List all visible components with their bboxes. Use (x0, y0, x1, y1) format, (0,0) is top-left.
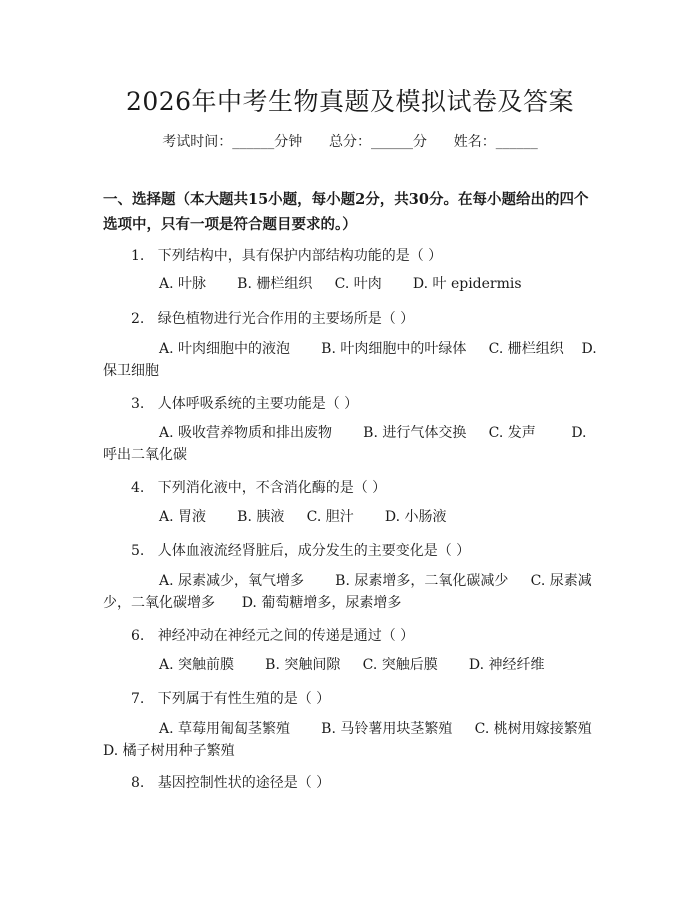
page-title: 2026年中考生物真题及模拟试卷及答案 (125, 87, 575, 116)
question-2-options: A. 叶肉细胞中的液泡 B. 叶肉细胞中的叶绿体 C. 栅栏组织 D. 保卫细胞 (103, 341, 602, 379)
question-3-options: A. 吸收营养物质和排出废物 B. 进行气体交换 C. 发声 D. 呼出二氧化碳 (103, 425, 591, 463)
exam-info-line: 考试时间：______分钟 总分：______分 姓名：______ (162, 134, 538, 150)
section-heading: 一、选择题（本大题共15小题，每小题2分，共30分。在每小题给出的四个选项中，只有一项是符合题目要求的。） (103, 191, 589, 233)
question-4-options: A. 胃液 B. 胰液 C. 胆汁 D. 小肠液 (159, 509, 447, 525)
question-7-options: A. 草莓用匍匐茎繁殖 B. 马铃薯用块茎繁殖 C. 桃树用嫁接繁殖 D. 橘子树用种子繁殖 (103, 721, 610, 759)
question-1-options: A. 叶脉 B. 栅栏组织 C. 叶肉 D. 叶 epidermis (159, 276, 522, 292)
question-7: 7. 下列属于有性生殖的是（ ） (131, 691, 331, 707)
question-6: 6. 神经冲动在神经元之间的传递是通过（ ） (131, 628, 415, 644)
question-1: 1. 下列结构中，具有保护内部结构功能的是（ ） (131, 248, 443, 264)
question-5: 5. 人体血液流经肾脏后，成分发生的主要变化是（ ） (131, 543, 471, 559)
question-3: 3. 人体呼吸系统的主要功能是（ ） (131, 396, 359, 412)
question-5-options: A. 尿素减少，氧气增多 B. 尿素增多，二氧化碳减少 C. 尿素减少，二氧化碳增多 D. 葡萄糖增多，尿素增多 (103, 573, 592, 611)
question-6-options: A. 突触前膜 B. 突触间隙 C. 突触后膜 D. 神经纤维 (159, 657, 545, 673)
question-8: 8. 基因控制性状的途径是（ ） (131, 775, 331, 791)
question-2: 2. 绿色植物进行光合作用的主要场所是（ ） (131, 311, 415, 327)
question-4: 4. 下列消化液中，不含消化酶的是（ ） (131, 480, 387, 496)
